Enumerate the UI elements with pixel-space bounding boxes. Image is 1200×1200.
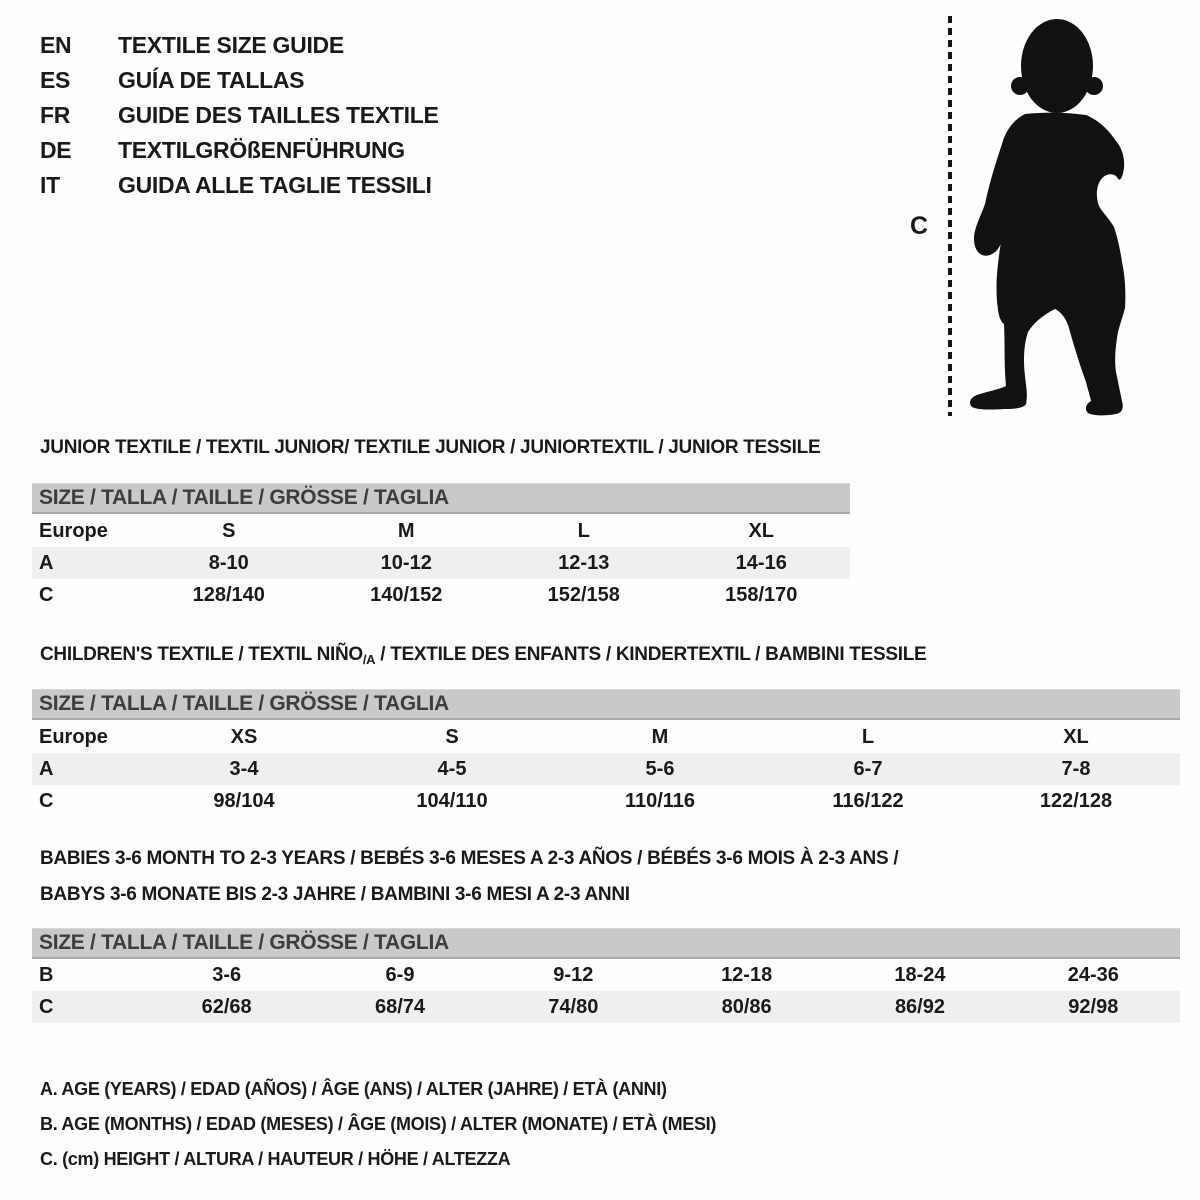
- size-cell: S: [222, 520, 236, 542]
- title-text: / TEXTILE DES ENFANTS / KINDERTEXTIL / BAMBINI TESSILE: [375, 644, 927, 665]
- row-label: C: [39, 584, 54, 606]
- size-cell: 86/92: [894, 996, 945, 1018]
- section-title-babies-line2: BABYS 3-6 MONATE BIS 2-3 JAHRE / BAMBINI 3-6 MESI A 2-3 ANNI: [40, 884, 630, 905]
- section-title-junior: JUNIOR TEXTILE / TEXTIL JUNIOR/ TEXTILE JUNIOR / JUNIORTEXTIL / JUNIOR TESSILE: [40, 437, 821, 458]
- size-cell: 110/116: [624, 790, 696, 812]
- size-cell: L: [861, 726, 875, 748]
- legend-line-a: A. AGE (YEARS) / EDAD (AÑOS) / ÂGE (ANS) / ALTER (JAHRE) / ETÀ (ANNI): [40, 1079, 667, 1099]
- language-label: GUIDA ALLE TAGLIE TESSILI: [118, 172, 432, 198]
- size-cell: L: [577, 520, 590, 542]
- height-measure-line: [948, 16, 952, 416]
- language-row: [40, 98, 439, 133]
- size-header-bar-children: SIZE / TALLA / TAILLE / GRÖSSE / TAGLIA: [32, 689, 1180, 720]
- table-row: [32, 785, 1180, 817]
- size-cell: 116/122: [832, 790, 904, 812]
- size-cell: 3-4: [229, 758, 259, 780]
- language-code: EN: [40, 32, 72, 58]
- toddler-silhouette-icon: [960, 14, 1140, 424]
- size-cell: 140/152: [370, 584, 443, 606]
- legend: [40, 1072, 716, 1177]
- language-label: TEXTILGRÖßENFÜHRUNG: [118, 137, 405, 163]
- size-cell: 104/110: [416, 790, 488, 812]
- size-cell: 158/170: [725, 584, 798, 606]
- section-title-babies-line1: BABIES 3-6 MONTH TO 2-3 YEARS / BEBÉS 3-6 MESES A 2-3 AÑOS / BÉBÉS 3-6 MOIS À 2-3 ANS /: [40, 848, 899, 869]
- size-cell: 4-5: [437, 758, 467, 780]
- section-title-children: [40, 644, 926, 667]
- table-row: [32, 515, 850, 547]
- row-label: A: [39, 552, 54, 574]
- measure-label-c: C: [910, 212, 929, 240]
- language-list: [40, 28, 439, 203]
- language-row: [40, 28, 439, 63]
- legend-line-b: B. AGE (MONTHS) / EDAD (MESES) / ÂGE (MOIS) / ALTER (MONATE) / ETÀ (MESI): [40, 1114, 717, 1134]
- size-cell: M: [651, 726, 669, 748]
- language-code: IT: [40, 172, 60, 198]
- size-table-junior: [32, 515, 850, 611]
- size-cell: 24-36: [1067, 964, 1119, 986]
- language-row: [40, 133, 439, 168]
- size-cell: 122/128: [1039, 790, 1113, 812]
- table-row: [32, 959, 1180, 991]
- size-header-bar-babies: SIZE / TALLA / TAILLE / GRÖSSE / TAGLIA: [32, 928, 1180, 959]
- size-cell: XS: [230, 726, 258, 748]
- size-cell: 18-24: [894, 964, 946, 986]
- row-label: Europe: [39, 520, 108, 542]
- language-row: [40, 168, 439, 203]
- language-row: [40, 63, 439, 98]
- table-row: [32, 721, 1180, 753]
- size-cell: 5-6: [645, 758, 675, 780]
- title-subscript: /A: [362, 652, 376, 667]
- size-cell: 98/104: [213, 790, 275, 812]
- size-cell: 152/158: [547, 584, 620, 606]
- size-cell: 62/68: [201, 996, 252, 1018]
- language-code: FR: [40, 102, 71, 128]
- size-cell: XL: [1063, 726, 1089, 748]
- row-label: Europe: [39, 726, 108, 748]
- size-table-children: [32, 721, 1180, 817]
- legend-line-c: C. (cm) HEIGHT / ALTURA / HAUTEUR / HÖHE / ALTEZZA: [40, 1149, 511, 1169]
- size-cell: 80/86: [721, 996, 772, 1018]
- size-cell: 3-6: [212, 964, 242, 986]
- language-label: GUÍA DE TALLAS: [118, 67, 305, 93]
- size-cell: 128/140: [192, 584, 265, 606]
- row-label: C: [39, 996, 54, 1018]
- language-label: TEXTILE SIZE GUIDE: [118, 32, 344, 58]
- size-cell: M: [397, 520, 415, 542]
- size-cell: 68/74: [374, 996, 426, 1018]
- size-cell: S: [445, 726, 459, 748]
- size-cell: 12-13: [558, 552, 610, 574]
- size-cell: 10-12: [380, 552, 432, 574]
- title-text: CHILDREN'S TEXTILE / TEXTIL NIÑO: [40, 644, 363, 665]
- size-cell: 8-10: [208, 552, 249, 574]
- size-cell: 14-16: [735, 552, 787, 574]
- language-label: GUIDE DES TAILLES TEXTILE: [118, 102, 439, 128]
- size-cell: 6-7: [853, 758, 883, 780]
- size-cell: 6-9: [385, 964, 415, 986]
- row-label: B: [39, 964, 54, 986]
- row-label: A: [39, 758, 54, 780]
- row-label: C: [39, 790, 54, 812]
- table-row: [32, 579, 850, 611]
- size-cell: 9-12: [553, 964, 594, 986]
- size-header-bar-junior: SIZE / TALLA / TAILLE / GRÖSSE / TAGLIA: [32, 483, 850, 514]
- table-row: [32, 991, 1180, 1023]
- size-cell: 12-18: [721, 964, 773, 986]
- table-row: [32, 753, 1180, 785]
- size-cell: 74/80: [548, 996, 599, 1018]
- language-code: DE: [40, 137, 72, 163]
- size-table-babies: [32, 959, 1180, 1023]
- language-code: ES: [40, 67, 71, 93]
- size-cell: XL: [748, 520, 775, 542]
- table-row: [32, 547, 850, 579]
- size-cell: 92/98: [1068, 996, 1119, 1018]
- size-cell: 7-8: [1061, 758, 1091, 780]
